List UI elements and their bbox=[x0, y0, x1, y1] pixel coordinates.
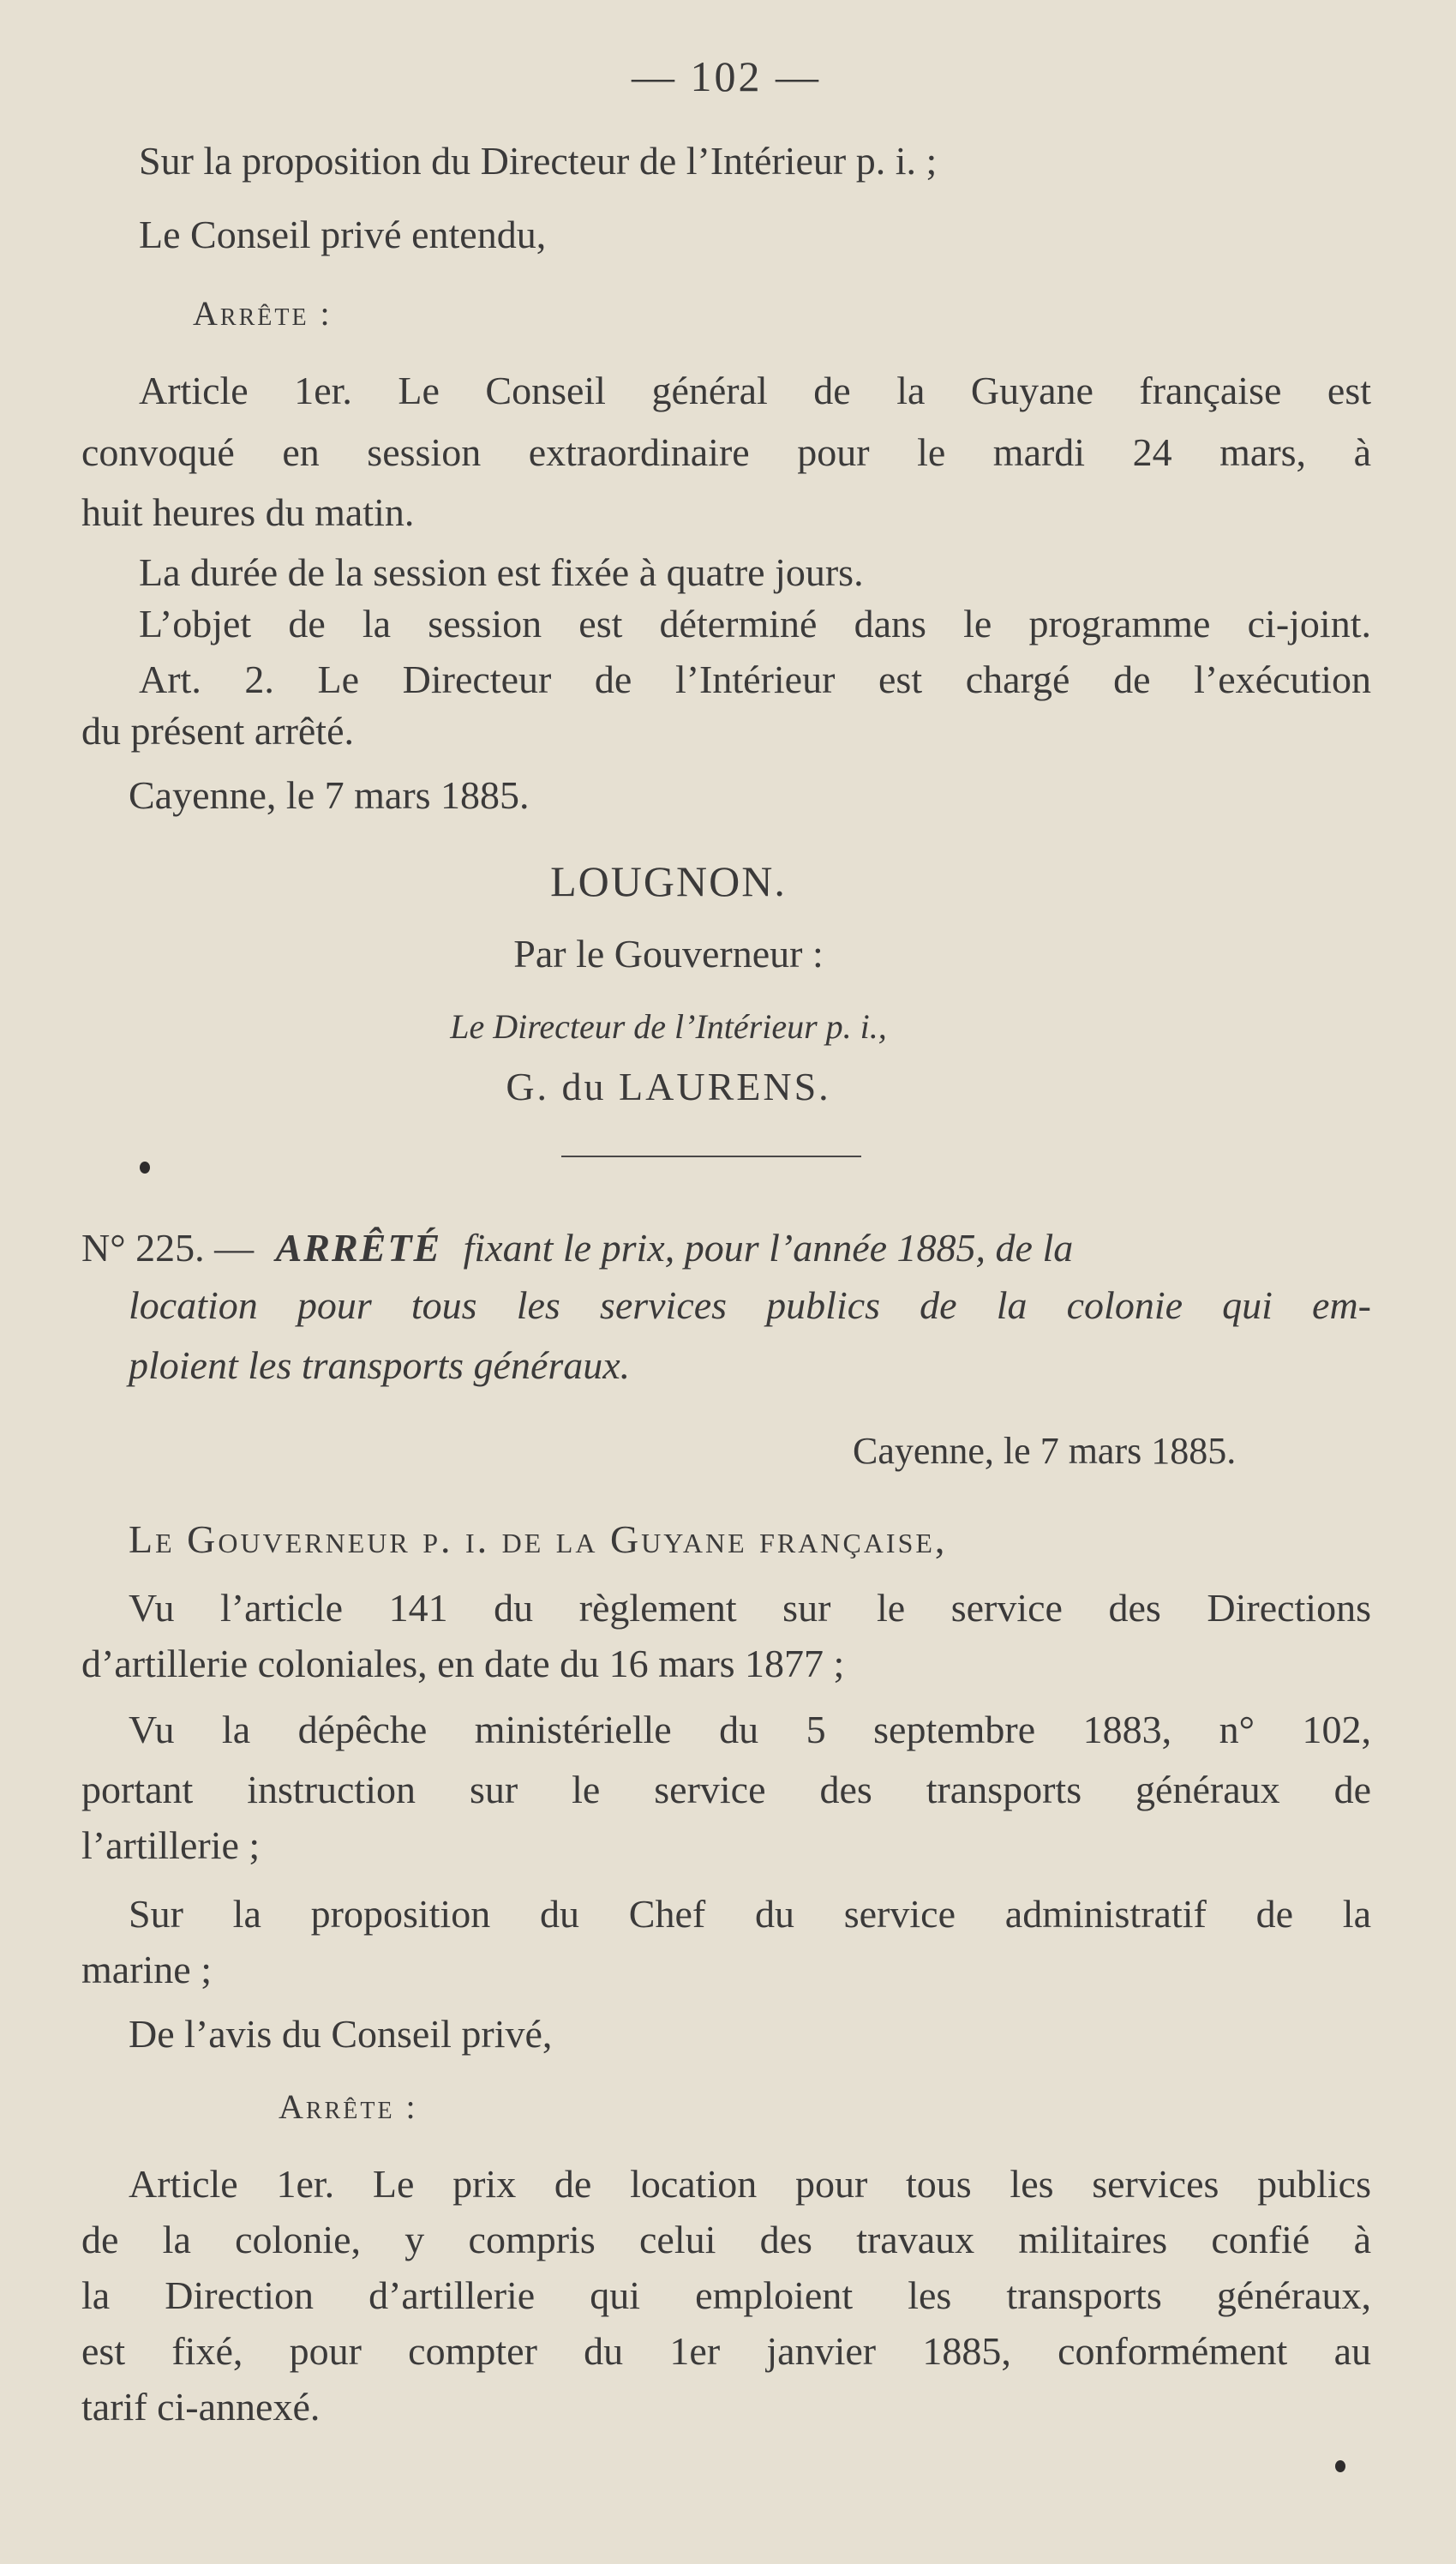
text-line: Vu la dépêche ministérielle du 5 septembre 1883, n° 102, bbox=[129, 1708, 1371, 1751]
text-line: La durée de la session est fixée à quatre jours. bbox=[139, 550, 864, 594]
text-line: Article 1er. Le prix de location pour tous les services publics bbox=[129, 2162, 1371, 2206]
ink-speck bbox=[140, 1162, 150, 1174]
text-line: Art. 2. Le Directeur de l’Intérieur est chargé de l’exécution bbox=[139, 658, 1371, 701]
decree-number: N° 225. — bbox=[81, 1226, 255, 1270]
text-line: Le Gouverneur p. i. de la Guyane française, bbox=[129, 1517, 948, 1561]
signature-signer: G. du LAURENS. bbox=[506, 1065, 831, 1108]
decree-keyword: ARRÊTÉ bbox=[275, 1226, 442, 1270]
text-line: convoqué en session extraordinaire pour le mardi 24 mars, à bbox=[81, 430, 1371, 474]
text-line: marine ; bbox=[81, 1948, 212, 1991]
signature-name: LOUGNON. bbox=[550, 857, 787, 905]
text-line: la Direction d’artillerie qui emploient les transports généraux, bbox=[81, 2273, 1371, 2317]
page-number: — 102 — bbox=[632, 52, 821, 100]
text-line: de la colonie, y compris celui des travaux militaires confié à bbox=[81, 2218, 1371, 2261]
signature-by: Par le Gouverneur : bbox=[513, 932, 824, 976]
text-line: Article 1er. Le Conseil général de la Guyane française est bbox=[139, 369, 1371, 412]
text-line: De l’avis du Conseil privé, bbox=[129, 2012, 553, 2056]
decree-title: location pour tous les services publics de la colonie qui em- bbox=[129, 1283, 1371, 1327]
section-divider bbox=[561, 1156, 861, 1157]
decree-heading-line bbox=[81, 1224, 1371, 1272]
decree-title: fixant le prix, pour l’année 1885, de la bbox=[463, 1226, 1074, 1270]
text-line: Sur la proposition du Directeur de l’Intérieur p. i. ; bbox=[139, 139, 938, 183]
text-line: d’artillerie coloniales, en date du 16 mars 1877 ; bbox=[81, 1642, 845, 1685]
text-line: Le Conseil privé entendu, bbox=[139, 213, 547, 256]
decree-title: ploient les transports généraux. bbox=[129, 1343, 631, 1387]
signature-role: Le Directeur de l’Intérieur p. i., bbox=[450, 1007, 887, 1046]
decree-keyword: Arrête : bbox=[279, 2087, 418, 2126]
text-line: Vu l’article 141 du règlement sur le service des Directions bbox=[129, 1586, 1371, 1630]
text-line: L’objet de la session est déterminé dans le programme ci-joint. bbox=[139, 602, 1371, 646]
text-line: l’artillerie ; bbox=[81, 1823, 261, 1867]
date-line: Cayenne, le 7 mars 1885. bbox=[129, 773, 530, 817]
text-line: Sur la proposition du Chef du service administratif de la bbox=[129, 1892, 1371, 1936]
text-line: du présent arrêté. bbox=[81, 709, 355, 753]
text-line: est fixé, pour compter du 1er janvier 1885, conformément au bbox=[81, 2329, 1371, 2373]
text-line: tarif ci-annexé. bbox=[81, 2385, 321, 2429]
decree-keyword: Arrête : bbox=[193, 294, 333, 333]
text-line: portant instruction sur le service des transports généraux de bbox=[81, 1768, 1371, 1811]
text-line: huit heures du matin. bbox=[81, 490, 415, 534]
date-line: Cayenne, le 7 mars 1885. bbox=[853, 1430, 1237, 1472]
ink-speck bbox=[1335, 2460, 1345, 2472]
document-page bbox=[81, 0, 1371, 2564]
